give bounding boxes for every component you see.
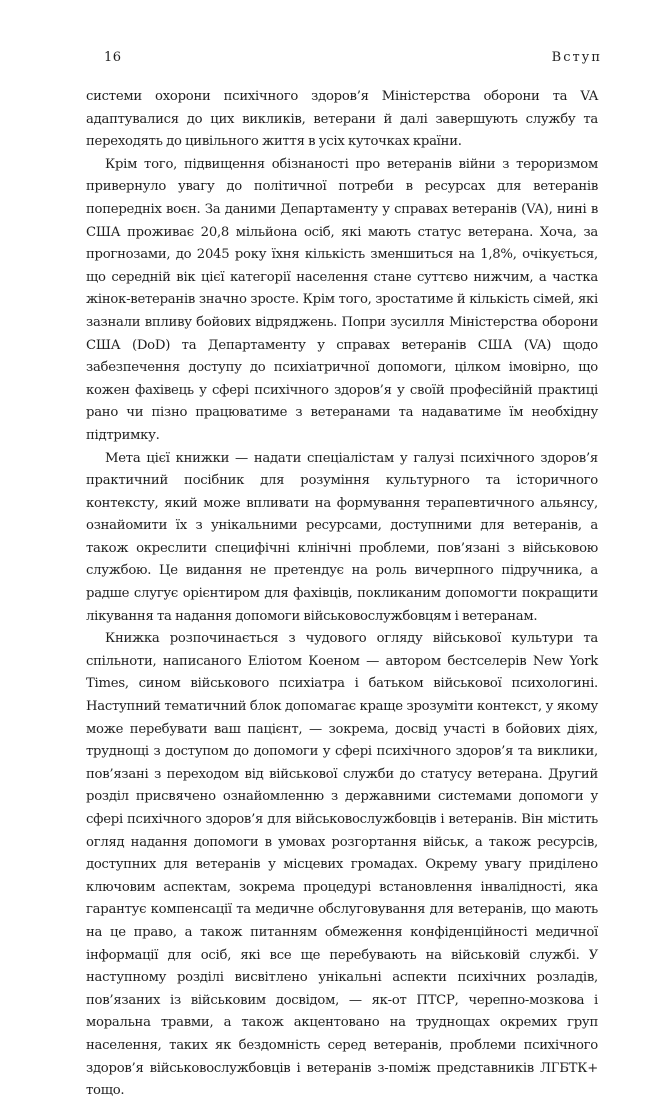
paragraph-veteran-statistics: Крім того, підвищення обізнаності про ветеранів війни з тероризмом привернуло увагу до політичної потреби в ресурсах для ветеранів попередніх воєн. За даними Департаменту у справах ветеранів (VA), нині в США проживає 20,8 мільйона осіб, які мають статус ветерана. Хоча, за прогнозами, до 2045 року їхня кількість зменшиться на 1,8%, очікується, що середній вік цієї категорії населення стане суттєво нижчим, а частка жінок-ветеранів значно зросте. Крім того, зростатиме й кількість сімей, які зазнали впливу бойових відряджень. Попри зусилля Міністерства оборони США (DoD) та Департаменту у справах ветеранів США (VA) щодо забезпечення доступу до психіатричної допомоги, цілком імовірно, що кожен фахівець у сфері психічного здоров’я у своїй професійній практиці рано чи пізно працюватиме з ветеранами та надаватиме їм необхідну підтримку.	[86, 156, 598, 443]
running-head: Вступ	[551, 50, 602, 65]
paragraph-book-purpose: Мета цієї книжки — надати спеціалістам у галузі психічного здоров’я практичний посібник для розуміння культурного та історичного контексту, який може впливати на формування терапевтичного альянсу, ознайомити їх з унікальними ресурсами, доступними для ветеранів, а також окреслити специфічні клінічні проблеми, пов’язані з військовою службою. Це видання не претендує на роль вичерпного підручника, а радше слугує орієнтиром для фахівців, покликаним допомогти покращити лікування та надання допомоги військовослужбовцям і ветеранам.	[86, 450, 598, 624]
body-text	[86, 86, 598, 1103]
paragraph-book-structure: Книжка розпочинається з чудового огляду військової культури та спільноти, написаного Еліотом Коеном — автором бестселерів New York Times, сином військового психіатра і батьком військової психологині. Наступний тематичний блок допомагає краще зрозуміти контекст, у якому може перебувати ваш пацієнт, — зокрема, досвід участі в бойових діях, труднощі з доступом до допомоги у сфері психічного здоров’я та виклики, пов’язані з переходом від військової служби до статусу ветерана. Другий розділ присвячено ознайомленню з державними системами допомоги у сфері психічного здоров’я для військовослужбовців і ветеранів. Він містить огляд надання допомоги в умовах розгортання військ, а також ресурсів, доступних для ветеранів у місцевих громадах. Окрему увагу приділено ключовим аспектам, зокрема процедурі встановлення інвалідності, яка гарантує компенсації та медичне обслуговування для ветеранів, що мають на це право, а також питанням обмеження конфіденційності медичної інформації для осіб, які все ще перебувають на військовій службі. У наступному розділі висвітлено унікальні аспекти психічних розладів, пов’язаних із військовим досвідом, — як-от ПТСР, черепно-мозкова і моральна травми, а також акцентовано на труднощах окремих груп населення, таких як бездомність серед ветеранів, проблеми психічного здоров’я військовослужбовців і ветеранів з-поміж представників ЛГБТК+ тощо.	[86, 631, 598, 1099]
page-number: 16	[104, 50, 122, 65]
paragraph-continuation: системи охорони психічного здоров’я Міністерства оборони та VA адаптувалися до цих викликів, ветерани й далі завершують службу та переходять до цивільного життя в усіх куточках країни.	[86, 89, 598, 150]
